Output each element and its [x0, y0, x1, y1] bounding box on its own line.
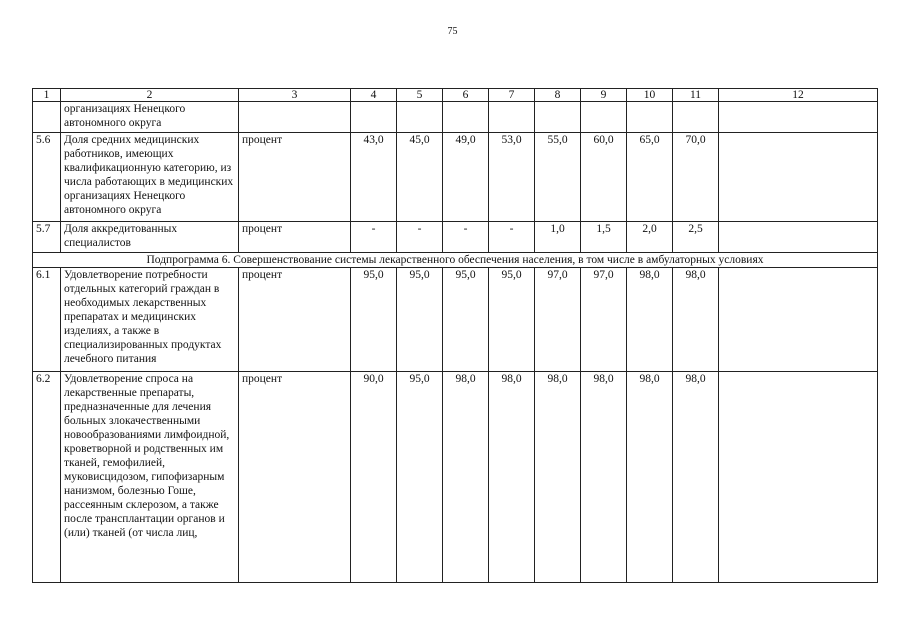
value-cell [351, 102, 397, 133]
row-number: 5.7 [33, 222, 61, 253]
value-cell [443, 102, 489, 133]
value-cell: 95,0 [489, 268, 535, 372]
value-cell: 1,5 [581, 222, 627, 253]
subprogram-row [33, 253, 878, 268]
column-header: 9 [581, 89, 627, 102]
value-cell: 1,0 [535, 222, 581, 253]
table-header-row [33, 89, 878, 102]
column-header: 2 [61, 89, 239, 102]
value-cell: 95,0 [351, 268, 397, 372]
value-cell: 98,0 [673, 268, 719, 372]
unit-cell: процент [239, 268, 351, 372]
row-number [33, 102, 61, 133]
value-cell: 97,0 [535, 268, 581, 372]
value-cell: 98,0 [627, 372, 673, 583]
value-cell [489, 102, 535, 133]
column-header: 12 [719, 89, 878, 102]
table-row [33, 222, 878, 253]
value-cell: 43,0 [351, 133, 397, 222]
page-number: 75 [447, 26, 458, 37]
unit-cell [239, 102, 351, 133]
value-cell: 2,5 [673, 222, 719, 253]
column-header: 4 [351, 89, 397, 102]
value-cell: - [351, 222, 397, 253]
value-cell: - [489, 222, 535, 253]
value-cell [673, 102, 719, 133]
note-cell [719, 102, 878, 133]
value-cell: - [443, 222, 489, 253]
value-cell [627, 102, 673, 133]
indicator-description: Доля аккредитованных специалистов [61, 222, 239, 253]
value-cell: 98,0 [535, 372, 581, 583]
value-cell: 53,0 [489, 133, 535, 222]
note-cell [719, 268, 878, 372]
row-number: 5.6 [33, 133, 61, 222]
value-cell [535, 102, 581, 133]
value-cell: 2,0 [627, 222, 673, 253]
column-header: 7 [489, 89, 535, 102]
row-number: 6.1 [33, 268, 61, 372]
table-row [33, 372, 878, 583]
row-number: 6.2 [33, 372, 61, 583]
value-cell: 55,0 [535, 133, 581, 222]
value-cell: 97,0 [581, 268, 627, 372]
value-cell: - [397, 222, 443, 253]
value-cell: 95,0 [443, 268, 489, 372]
value-cell: 49,0 [443, 133, 489, 222]
value-cell [581, 102, 627, 133]
indicator-description: Удовлетворение потребности отдельных категорий граждан в необходимых лекарственных препаратах и медицинских изделиях, а также в специализированных продуктах лечебного питания [61, 268, 239, 372]
value-cell: 60,0 [581, 133, 627, 222]
value-cell [397, 102, 443, 133]
value-cell: 95,0 [397, 268, 443, 372]
column-header: 11 [673, 89, 719, 102]
subprogram-title: Подпрограмма 6. Совершенствование системы лекарственного обеспечения населения, в том числе в амбулаторных условиях [33, 253, 878, 268]
note-cell [719, 133, 878, 222]
indicators-table [32, 88, 878, 583]
indicator-description: Доля средних медицинских работников, имеющих квалификационную категорию, из числа работающих в медицинских организациях Ненецкого автономного округа [61, 133, 239, 222]
unit-cell: процент [239, 372, 351, 583]
value-cell: 45,0 [397, 133, 443, 222]
unit-cell: процент [239, 222, 351, 253]
table-row [33, 268, 878, 372]
indicator-description: Удовлетворение спроса на лекарственные препараты, предназначенные для лечения больных злокачественными новообразованиями лимфоидной, кроветворной и родственных им тканей, гемофилией, муковисцидозом, гипофизарным нанизмом, болезнью Гоше, рассеянным склерозом, а также после трансплантации органов и (или) тканей (от числа лиц, [61, 372, 239, 583]
value-cell: 90,0 [351, 372, 397, 583]
value-cell: 98,0 [673, 372, 719, 583]
value-cell: 98,0 [443, 372, 489, 583]
column-header: 8 [535, 89, 581, 102]
column-header: 1 [33, 89, 61, 102]
value-cell: 95,0 [397, 372, 443, 583]
column-header: 3 [239, 89, 351, 102]
indicator-description: организациях Ненецкого автономного округа [61, 102, 239, 133]
column-header: 5 [397, 89, 443, 102]
table-row [33, 133, 878, 222]
note-cell [719, 222, 878, 253]
value-cell: 98,0 [627, 268, 673, 372]
column-header: 6 [443, 89, 489, 102]
table-row [33, 102, 878, 133]
column-header: 10 [627, 89, 673, 102]
value-cell: 98,0 [581, 372, 627, 583]
unit-cell: процент [239, 133, 351, 222]
note-cell [719, 372, 878, 583]
value-cell: 70,0 [673, 133, 719, 222]
value-cell: 98,0 [489, 372, 535, 583]
value-cell: 65,0 [627, 133, 673, 222]
